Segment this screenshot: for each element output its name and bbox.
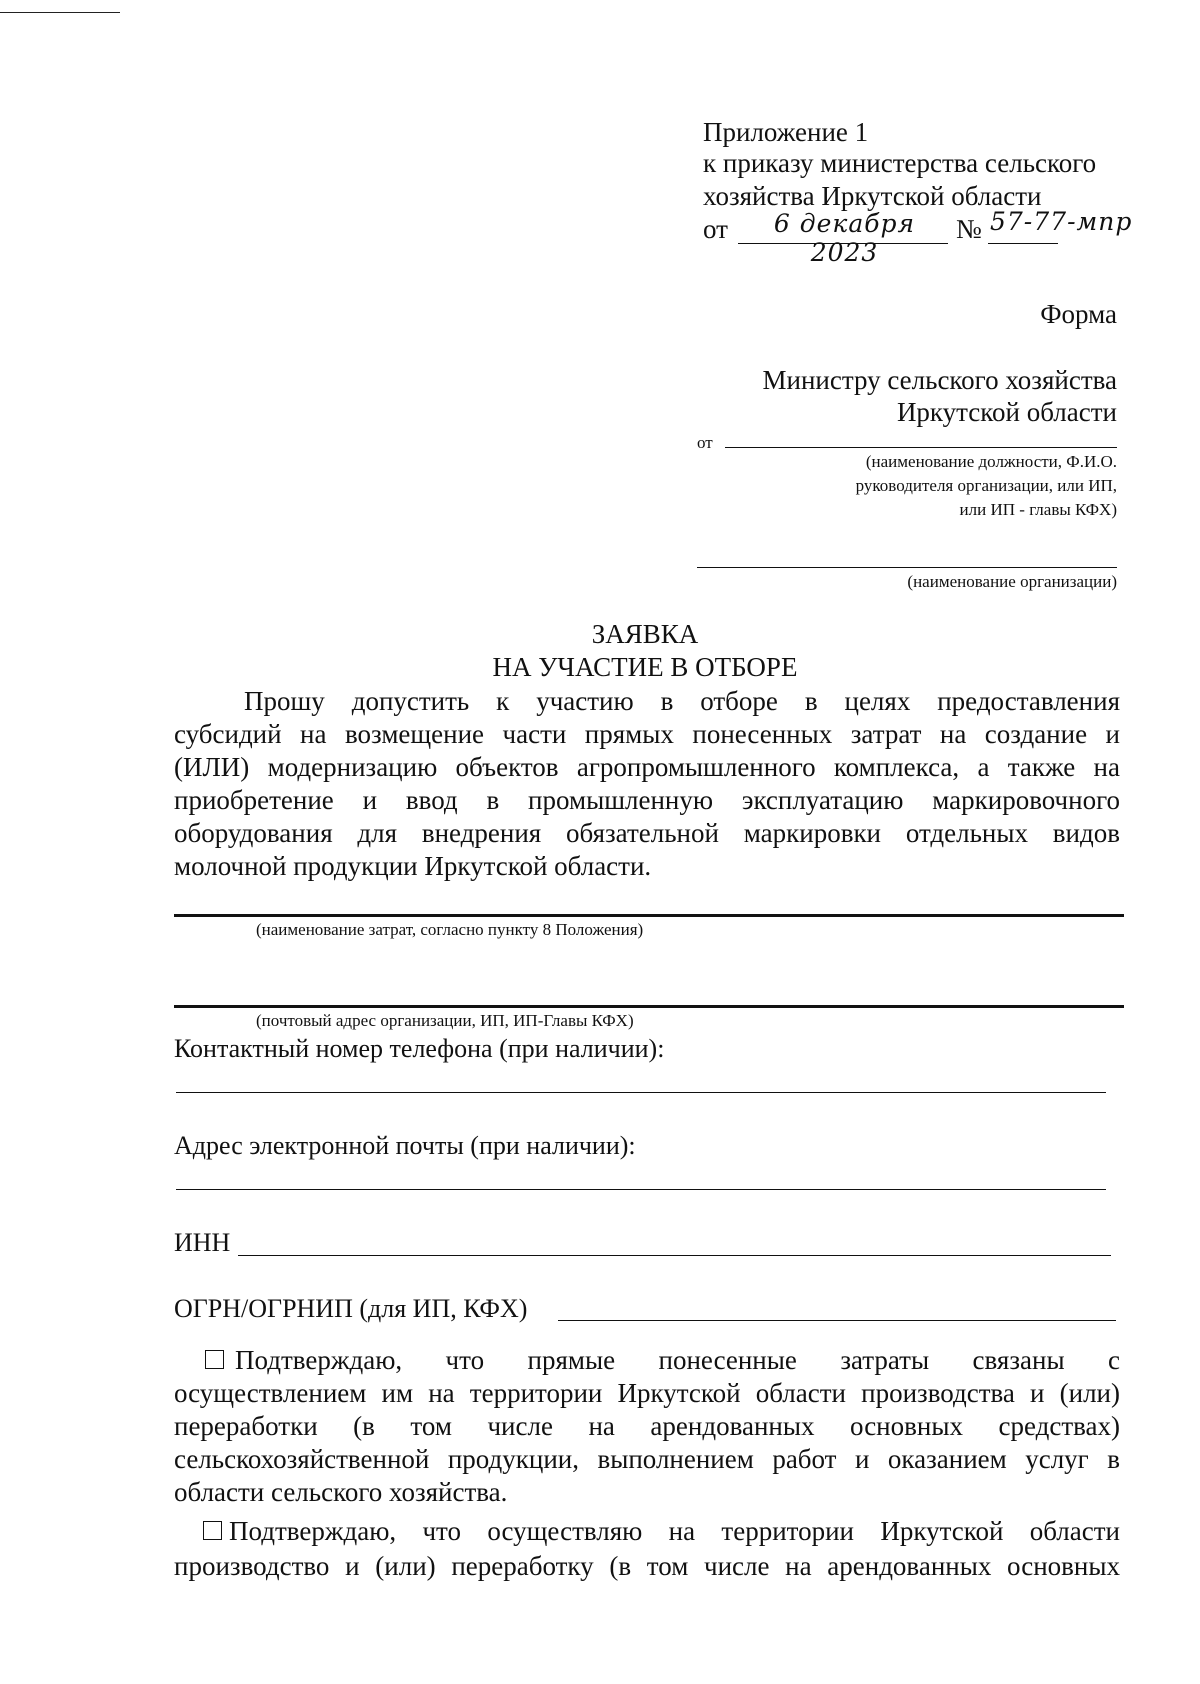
- confirm1-line2: осуществлением им на территории Иркутской области производства и (или): [174, 1378, 1120, 1408]
- costs-name-hint: (наименование затрат, согласно пункту 8 Положения): [256, 920, 644, 939]
- body-line5: оборудования для внедрения обязательной маркировки отдельных видов: [174, 818, 1120, 848]
- applicant-hint-line3: или ИП - главы КФХ): [959, 500, 1117, 519]
- date-underline: [738, 243, 948, 244]
- appendix-from-prefix: от: [703, 214, 728, 244]
- ogrn-field-line: [558, 1320, 1116, 1321]
- handwritten-number: 57-77-мпр: [990, 207, 1133, 236]
- number-underline: [988, 243, 1058, 244]
- inn-field-line: [238, 1255, 1111, 1256]
- body-line6: молочной продукции Иркутской области.: [174, 851, 652, 881]
- body-line3: (ИЛИ) модернизацию объектов агропромышленного комплекса, а также на: [174, 752, 1120, 782]
- appendix-title: Приложение 1: [703, 117, 869, 147]
- postal-address-hint: (почтовый адрес организации, ИП, ИП-Главы КФХ): [256, 1011, 634, 1030]
- appendix-line3: хозяйства Иркутской области: [703, 181, 1042, 211]
- confirm1-line5: области сельского хозяйства.: [174, 1477, 508, 1507]
- addressee-line1: Министру сельского хозяйства: [762, 365, 1117, 395]
- applicant-hint-line2: руководителя организации, или ИП,: [855, 476, 1117, 495]
- confirm1-line4: сельскохозяйственной продукции, выполнением работ и оказанием услуг в: [174, 1444, 1120, 1474]
- body-line2: субсидий на возмещение части прямых понесенных затрат на создание и: [174, 719, 1120, 749]
- number-sign: №: [956, 214, 982, 244]
- confirm1-line3: переработки (в том числе на арендованных основных средствах): [174, 1411, 1120, 1441]
- handwritten-date: 6 декабря 2023: [773, 209, 916, 267]
- confirm2-line1: Подтверждаю, что осуществляю на территории Иркутской области: [229, 1516, 1120, 1546]
- body-line1: Прошу допустить к участию в отборе в целях предоставления: [244, 686, 1120, 716]
- phone-label: Контактный номер телефона (при наличии):: [174, 1034, 665, 1063]
- organization-hint: (наименование организации): [907, 572, 1117, 591]
- confirm1-checkbox[interactable]: [205, 1350, 224, 1369]
- applicant-hint-line1: (наименование должности, Ф.И.О.: [865, 452, 1117, 471]
- heading-line2: НА УЧАСТИЕ В ОТБОРЕ: [492, 652, 798, 682]
- confirm2-first-line: [203, 1515, 1120, 1547]
- email-label: Адрес электронной почты (при наличии):: [174, 1131, 636, 1160]
- addressee-line2: Иркутской области: [896, 397, 1117, 427]
- scan-edge-mark: [0, 12, 120, 13]
- inn-label: ИНН: [174, 1228, 231, 1257]
- form-label: Форма: [1040, 299, 1117, 329]
- heading-line1: ЗАЯВКА: [591, 619, 699, 649]
- email-field-line: [176, 1189, 1106, 1190]
- ogrn-label: ОГРН/ОГРНИП (для ИП, КФХ): [174, 1294, 528, 1323]
- addressee-from-prefix: от: [697, 433, 713, 452]
- organization-name-line: [697, 567, 1117, 568]
- body-line4: приобретение и ввод в промышленную эксплуатацию маркировочного: [174, 785, 1120, 815]
- confirm1-first-line: [205, 1344, 1120, 1376]
- confirm2-line2: производство и (или) переработку (в том числе на арендованных основных: [174, 1551, 1120, 1581]
- postal-address-line: [174, 1005, 1124, 1008]
- appendix-line2: к приказу министерства сельского: [703, 148, 1097, 178]
- applicant-name-line: [725, 447, 1117, 448]
- confirm1-line1: Подтверждаю, что прямые понесенные затраты связаны с: [235, 1345, 1120, 1375]
- costs-name-line: [174, 914, 1124, 917]
- confirm2-checkbox[interactable]: [203, 1521, 222, 1540]
- phone-field-line: [176, 1092, 1106, 1093]
